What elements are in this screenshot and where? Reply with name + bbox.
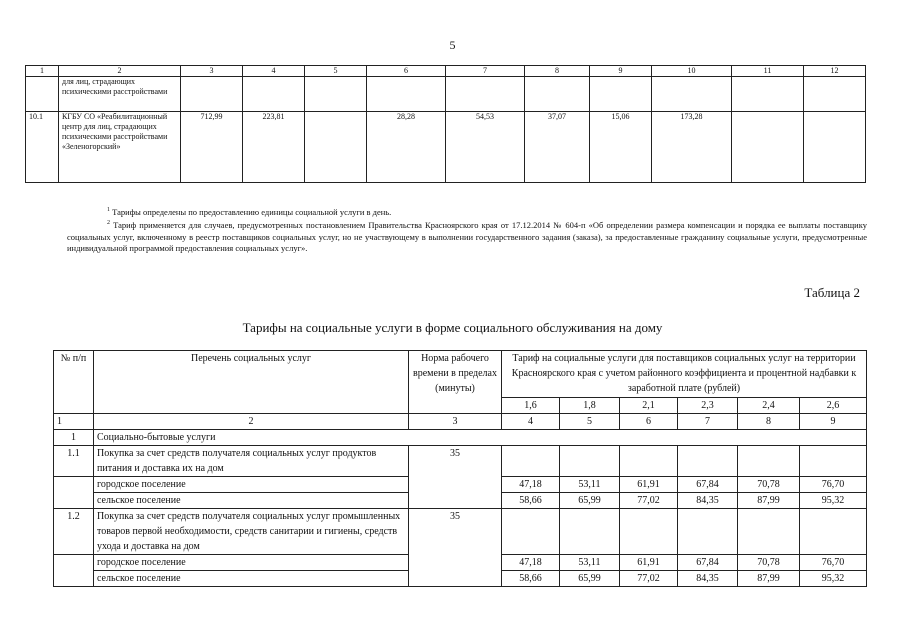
column-number: 7 bbox=[446, 66, 525, 77]
coef-header: 1,6 bbox=[502, 397, 560, 413]
column-number: 9 bbox=[590, 66, 652, 77]
norm-value: 35 bbox=[409, 446, 502, 509]
cell bbox=[732, 77, 804, 112]
row-name: КГБУ СО «Реабилитационный центр для лиц, страдающих психическими расстройствами «Зеленогорский» bbox=[59, 112, 181, 183]
tariff-value: 61,91 bbox=[620, 477, 678, 493]
footnote-mark: 2 bbox=[107, 220, 110, 227]
cell bbox=[732, 112, 804, 183]
column-number: 4 bbox=[502, 414, 560, 430]
column-number-row bbox=[54, 414, 867, 430]
tariff-value: 76,70 bbox=[800, 555, 867, 571]
num-header: № п/п bbox=[54, 351, 94, 414]
column-number: 8 bbox=[525, 66, 590, 77]
column-number: 9 bbox=[800, 414, 867, 430]
cell: 37,07 bbox=[525, 112, 590, 183]
item-number: 1.1 bbox=[54, 446, 94, 477]
column-number: 12 bbox=[804, 66, 866, 77]
cell bbox=[446, 77, 525, 112]
tariff-value: 70,78 bbox=[738, 477, 800, 493]
tariff-value: 95,32 bbox=[800, 571, 867, 587]
row-label: городское поселение bbox=[94, 477, 409, 493]
table-label: Таблица 2 bbox=[804, 285, 860, 300]
norm-header: Норма рабочего времени в пределах (минуты) bbox=[409, 351, 502, 414]
column-number: 1 bbox=[54, 414, 94, 430]
table-row bbox=[26, 112, 866, 183]
page-number: 5 bbox=[449, 38, 456, 52]
column-number-row bbox=[26, 66, 866, 77]
tariff-value: 58,66 bbox=[502, 571, 560, 587]
cell bbox=[590, 77, 652, 112]
tariff-header: Тариф на социальные услуги для поставщиков социальных услуг на территории Красноярского края с учетом районного коэффициента и процентной надбавки к заработной плате (рублей) bbox=[502, 351, 867, 398]
row-name: для лиц, страдающих психическими расстройствами bbox=[59, 77, 181, 112]
column-number: 6 bbox=[620, 414, 678, 430]
coef-header: 2,3 bbox=[678, 397, 738, 413]
coef-header: 2,1 bbox=[620, 397, 678, 413]
tariff-value: 95,32 bbox=[800, 493, 867, 509]
table-row bbox=[54, 446, 867, 477]
tariff-value: 58,66 bbox=[502, 493, 560, 509]
tariff-value: 65,99 bbox=[560, 571, 620, 587]
table-row bbox=[26, 77, 866, 112]
cell bbox=[305, 77, 367, 112]
services-header: Перечень социальных услуг bbox=[94, 351, 409, 414]
tariff-value: 70,78 bbox=[738, 555, 800, 571]
row-number: 10.1 bbox=[26, 112, 59, 183]
row-label: сельское поселение bbox=[94, 571, 409, 587]
tariff-value: 53,11 bbox=[560, 477, 620, 493]
cell: 54,53 bbox=[446, 112, 525, 183]
column-number: 5 bbox=[305, 66, 367, 77]
tariff-value: 84,35 bbox=[678, 493, 738, 509]
cell bbox=[804, 77, 866, 112]
item-title: Покупка за счет средств получателя социальных услуг продуктов питания и доставка их на дом bbox=[94, 446, 409, 477]
cell bbox=[804, 112, 866, 183]
tariff-value: 77,02 bbox=[620, 493, 678, 509]
tariff-value: 67,84 bbox=[678, 477, 738, 493]
cell bbox=[305, 112, 367, 183]
footnote-1 bbox=[67, 205, 867, 218]
cell: 223,81 bbox=[243, 112, 305, 183]
tariff-value: 84,35 bbox=[678, 571, 738, 587]
cell bbox=[181, 77, 243, 112]
tariff-value: 47,18 bbox=[502, 477, 560, 493]
column-number: 2 bbox=[59, 66, 181, 77]
cell: 28,28 bbox=[367, 112, 446, 183]
tariff-value: 67,84 bbox=[678, 555, 738, 571]
coef-header: 2,6 bbox=[800, 397, 867, 413]
norm-value: 35 bbox=[409, 509, 502, 587]
column-number: 3 bbox=[409, 414, 502, 430]
section-title: Социально-бытовые услуги bbox=[94, 430, 867, 446]
row-label: сельское поселение bbox=[94, 493, 409, 509]
column-number: 11 bbox=[732, 66, 804, 77]
coef-header: 2,4 bbox=[738, 397, 800, 413]
column-number: 3 bbox=[181, 66, 243, 77]
column-number: 1 bbox=[26, 66, 59, 77]
tariff-value: 61,91 bbox=[620, 555, 678, 571]
column-number: 2 bbox=[94, 414, 409, 430]
cell bbox=[243, 77, 305, 112]
cell bbox=[652, 77, 732, 112]
tariff-value: 77,02 bbox=[620, 571, 678, 587]
section-row bbox=[54, 430, 867, 446]
cell bbox=[525, 77, 590, 112]
tariff-table bbox=[53, 350, 867, 587]
column-number: 7 bbox=[678, 414, 738, 430]
tariff-value: 53,11 bbox=[560, 555, 620, 571]
header-row bbox=[54, 351, 867, 398]
tariff-value: 65,99 bbox=[560, 493, 620, 509]
column-number: 6 bbox=[367, 66, 446, 77]
table-title: Тарифы на социальные услуги в форме социального обслуживания на дому bbox=[242, 320, 663, 335]
footnotes bbox=[67, 205, 867, 255]
row-label: городское поселение bbox=[94, 555, 409, 571]
tariff-value: 87,99 bbox=[738, 493, 800, 509]
column-number: 5 bbox=[560, 414, 620, 430]
item-number: 1.2 bbox=[54, 509, 94, 555]
tariff-value: 87,99 bbox=[738, 571, 800, 587]
tariff-value: 76,70 bbox=[800, 477, 867, 493]
footnote-mark: 1 bbox=[107, 207, 110, 213]
cell: 712,99 bbox=[181, 112, 243, 183]
table-row bbox=[54, 509, 867, 555]
row-number bbox=[26, 77, 59, 112]
footnote-text: Тариф применяется для случаев, предусмотренных постановлением Правительства Красноярского края от 17.12.2014 № 604-п «Об определении размера компенсации и порядка ее выплаты поставщику социальных услуг, включенному в реестр поставщиков социальных услуг, но не участвующему в выполнении государственного задания (заказа), за предоставленные гражданину социальные услуги, предусмотренные индивидуальной программой предоставления социальных услуг». bbox=[67, 220, 867, 254]
column-number: 4 bbox=[243, 66, 305, 77]
coef-header: 1,8 bbox=[560, 397, 620, 413]
section-number: 1 bbox=[54, 430, 94, 446]
cell: 15,06 bbox=[590, 112, 652, 183]
item-title: Покупка за счет средств получателя социальных услуг промышленных товаров первой необходимости, средств санитарии и гигиены, средств ухода и доставка на дом bbox=[94, 509, 409, 555]
column-number: 8 bbox=[738, 414, 800, 430]
tariff-value: 47,18 bbox=[502, 555, 560, 571]
footnote-2 bbox=[67, 218, 867, 254]
column-number: 10 bbox=[652, 66, 732, 77]
cell: 173,28 bbox=[652, 112, 732, 183]
continuation-table bbox=[25, 65, 866, 183]
footnote-text: Тарифы определены по предоставлению единицы социальной услуги в день. bbox=[112, 206, 392, 217]
cell bbox=[367, 77, 446, 112]
